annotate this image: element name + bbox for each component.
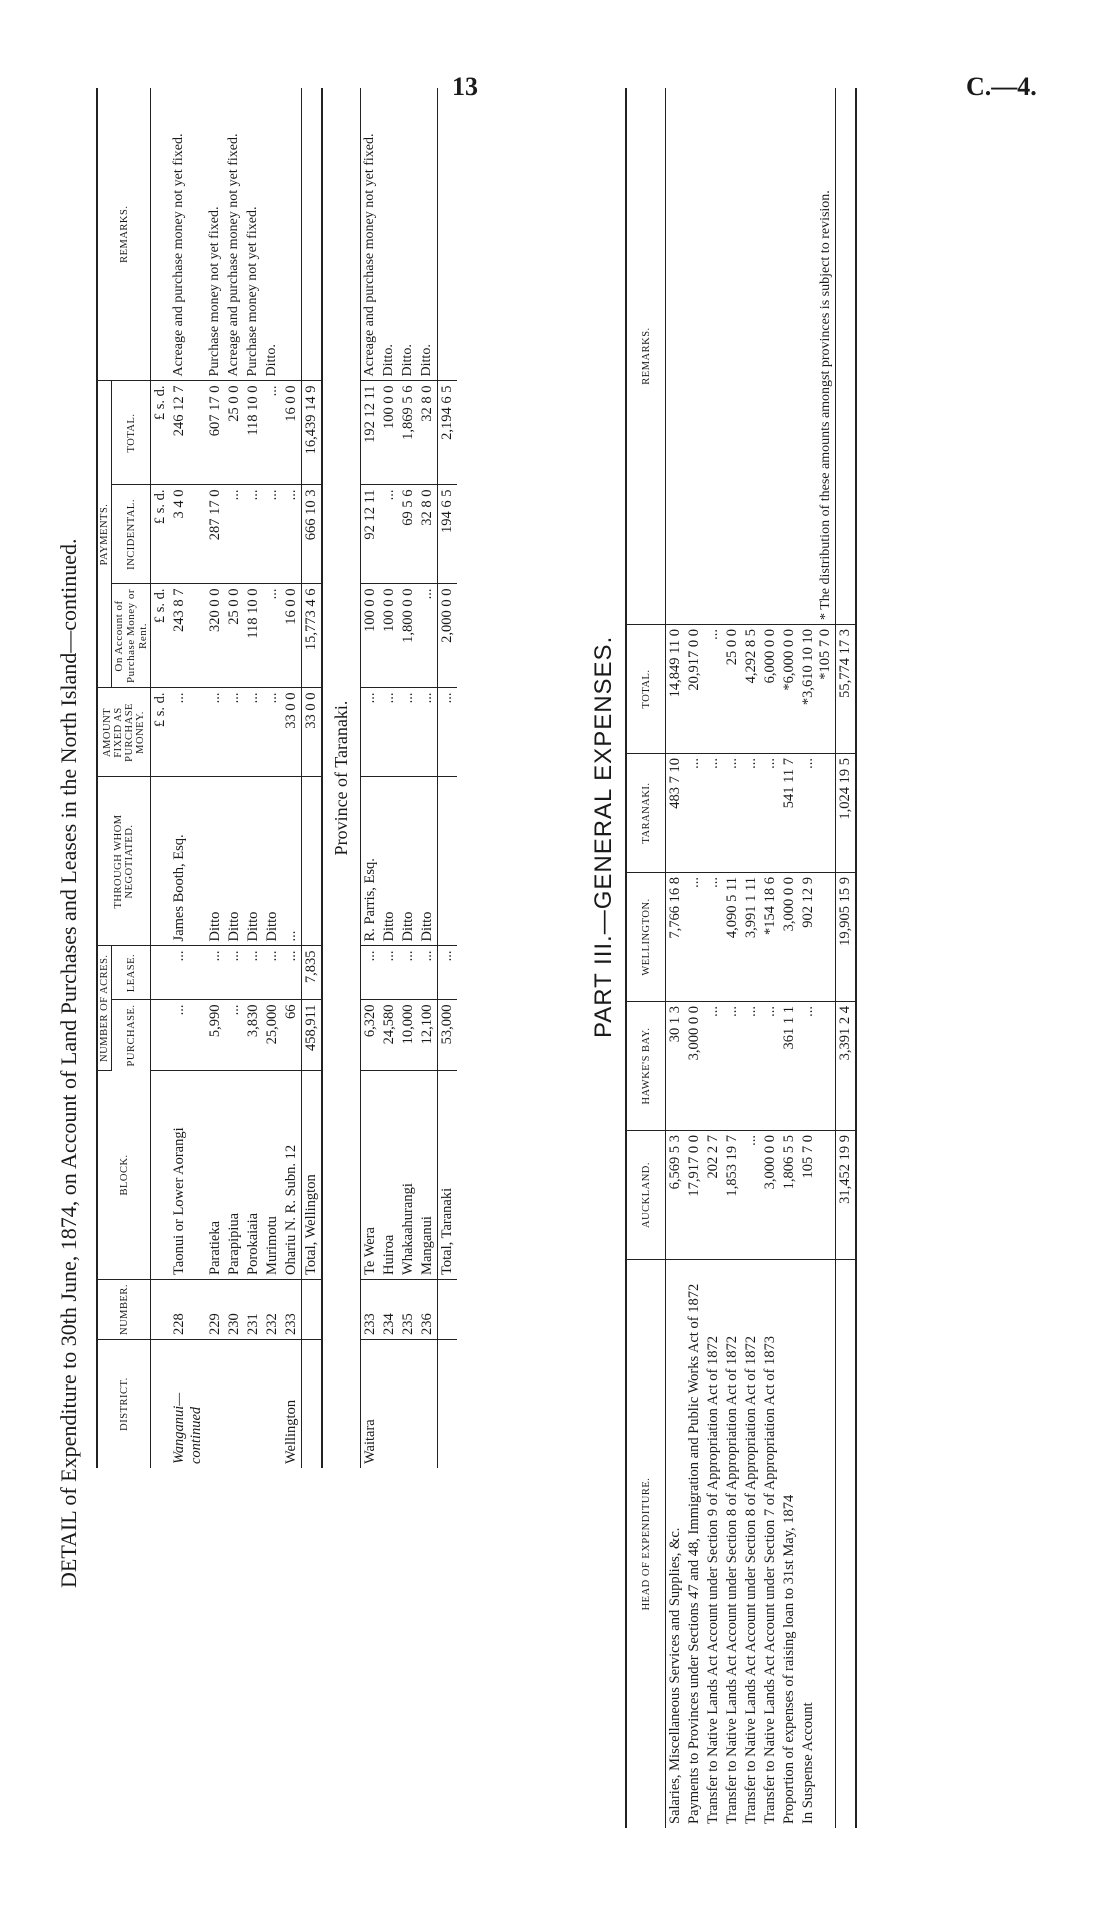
purchase-cell: 5,990	[206, 1000, 225, 1070]
remarks-cell: Purchase money not yet fixed.	[244, 88, 263, 381]
general-expenses-title: PART III.—GENERAL EXPENSES.	[590, 635, 617, 1038]
wellington-cell: 3,000 0 0	[780, 873, 799, 1002]
col-total: TOTAL.	[626, 625, 666, 754]
wellington-cell: ...	[685, 873, 704, 1002]
remarks-cell: Purchase money not yet fixed.	[206, 88, 225, 381]
hawkes-bay-cell: ...	[723, 1002, 742, 1131]
incidental-cell: 287 17 0	[206, 485, 225, 584]
detail-table-title: DETAIL of Expenditure to 30th June, 1874, on Account of Land Purchases and Leases in the North Island—continued.	[56, 538, 81, 1588]
total-on-account: 2,000 0 0	[438, 584, 458, 688]
on-account-cell: 100 0 0	[361, 584, 381, 688]
total-label: Total, Taranaki	[438, 1070, 458, 1279]
number-cell: 232	[263, 1279, 282, 1339]
on-account-cell: 1,800 0 0	[399, 584, 418, 688]
total-lease: ...	[438, 946, 458, 1000]
block-cell: Porokaiaia	[244, 1070, 263, 1279]
total-total: 16,439 14 9	[302, 381, 323, 485]
auckland-cell: 202 2 7	[704, 1131, 723, 1260]
remarks-cell: Ditto.	[380, 88, 399, 381]
hawkes-bay-cell: ...	[799, 1002, 836, 1131]
table-row	[244, 88, 263, 1468]
auckland-cell: 3,000 0 0	[761, 1131, 780, 1260]
through-cell: Ditto	[399, 777, 418, 946]
head-cell: Transfer to Native Lands Act Account under Section 8 of Appropriation Act of 1872	[724, 1336, 740, 1824]
through-cell: Ditto	[225, 777, 244, 946]
auckland-cell: ...	[742, 1131, 761, 1260]
total-lease: 7,835	[302, 946, 323, 1000]
taranaki-cell: ...	[723, 754, 742, 873]
table-row	[206, 88, 225, 1468]
units-label: £ s. d.	[151, 688, 171, 777]
remarks-cell: Acreage and purchase money not yet fixed.	[361, 88, 381, 381]
table-row	[361, 88, 381, 1468]
taranaki-cell: ...	[761, 754, 780, 873]
through-cell: ...	[282, 777, 302, 946]
incidental-cell: ...	[244, 485, 263, 584]
district-cell: Wellington	[283, 1399, 299, 1464]
purchase-cell: ...	[170, 1000, 206, 1070]
wellington-cell: 902 12 9	[799, 873, 836, 1002]
fixed-cell: ...	[380, 688, 399, 777]
on-account-cell: 16 0 0	[282, 584, 302, 688]
col-taranaki: TARANAKI.	[626, 754, 666, 873]
taranaki-cell: 541 11 7	[780, 754, 799, 873]
on-account-cell: ...	[263, 584, 282, 688]
wellington-cell: *154 18 6	[761, 873, 780, 1002]
table-row	[399, 88, 418, 1468]
number-cell: 236	[418, 1279, 438, 1339]
remarks-cell: Ditto.	[418, 88, 438, 381]
through-cell: R. Parris, Esq.	[361, 777, 381, 946]
head-cell: Transfer to Native Lands Act Account under Section 7 of Appropriation Act of 1873	[762, 1336, 778, 1824]
total-cell: 16 0 0	[282, 381, 302, 485]
units-label: £ s. d.	[151, 381, 171, 485]
number-cell: 235	[399, 1279, 418, 1339]
hawkes-bay-cell: ...	[761, 1002, 780, 1131]
col-wellington: WELLINGTON.	[626, 873, 666, 1002]
incidental-cell: 32 8 0	[418, 485, 438, 584]
head-cell: Transfer to Native Lands Act Account under Section 8 of Appropriation Act of 1872	[743, 1336, 759, 1824]
head-cell: Transfer to Native Lands Act Account under Section 9 of Appropriation Act of 1872	[705, 1336, 721, 1824]
general-expenses-table	[625, 88, 857, 1828]
total-cell: 100 0 0	[380, 381, 399, 485]
on-account-cell: 25 0 0	[225, 584, 244, 688]
fixed-cell: ...	[244, 688, 263, 777]
remarks-cell	[282, 88, 302, 381]
fixed-cell: ...	[418, 688, 438, 777]
total-total: 2,194 6 5	[438, 381, 458, 485]
total-cell: 118 10 0	[244, 381, 263, 485]
incidental-cell: ...	[263, 485, 282, 584]
lease-cell: ...	[399, 946, 418, 1000]
total-cell: ...	[263, 381, 282, 485]
fixed-cell: ...	[399, 688, 418, 777]
purchase-cell: 3,830	[244, 1000, 263, 1070]
total-cell: 25 0 0	[225, 381, 244, 485]
total-incidental: 666 10 3	[302, 485, 323, 584]
purchase-cell: 66	[282, 1000, 302, 1070]
district-cell	[380, 1340, 399, 1469]
through-cell: Ditto	[206, 777, 225, 946]
remarks-cell: Ditto.	[263, 88, 282, 381]
purchase-cell: 24,580	[380, 1000, 399, 1070]
block-cell: Taonui or Lower Aorangi	[170, 1070, 206, 1279]
head-cell: Payments to Provinces under Sections 47 and 48, Immigration and Public Works Act of 1872	[686, 1283, 702, 1824]
col-incidental: INCIDENTAL.	[112, 485, 151, 584]
col-acres: NUMBER OF ACRES.	[98, 946, 112, 1070]
taranaki-cell: ...	[704, 754, 723, 873]
total-incidental: 194 6 5	[438, 485, 458, 584]
col-remarks: REMARKS.	[626, 88, 666, 625]
district-cell	[206, 1340, 225, 1469]
total-total: 55,774 17 3	[836, 625, 857, 754]
lease-cell: ...	[244, 946, 263, 1000]
col-purchase: PURCHASE.	[112, 1000, 151, 1070]
fixed-cell: ...	[225, 688, 244, 777]
total-cell: 20,917 0 0	[685, 625, 704, 754]
table-row	[418, 88, 438, 1468]
block-cell: Huiroa	[380, 1070, 399, 1279]
fixed-cell: 33 0 0	[282, 688, 302, 777]
total-fixed: ...	[438, 688, 458, 777]
taranaki-heading-row	[322, 88, 361, 1468]
number-cell: 233	[361, 1279, 381, 1339]
lease-cell: ...	[380, 946, 399, 1000]
on-account-cell: 243 8 7	[170, 584, 206, 688]
fixed-cell: ...	[361, 688, 381, 777]
auckland-cell: 1,853 19 7	[723, 1131, 742, 1260]
total-fixed: 33 0 0	[302, 688, 323, 777]
through-cell: Ditto	[418, 777, 438, 946]
totals-spacer	[836, 1260, 857, 1829]
lease-cell: ...	[418, 946, 438, 1000]
col-lease: LEASE.	[112, 946, 151, 1000]
block-cell: Te Wera	[361, 1070, 381, 1279]
col-auckland: AUCKLAND.	[626, 1131, 666, 1260]
col-remarks: REMARKS.	[98, 88, 151, 381]
incidental-cell: ...	[225, 485, 244, 584]
taranaki-cell: ...	[685, 754, 704, 873]
number-cell: 234	[380, 1279, 399, 1339]
fixed-cell: ...	[170, 688, 206, 777]
through-cell: Ditto	[244, 777, 263, 946]
table-row	[170, 88, 206, 1468]
block-cell: Whakaahurangi	[399, 1070, 418, 1279]
total-cell: 4,292 8 5	[742, 625, 761, 754]
auckland-cell: 105 7 0	[799, 1131, 836, 1260]
district-cell	[225, 1340, 244, 1469]
remarks-note: * The distribution of these amounts amongst provinces is subject to revision.	[666, 88, 836, 625]
col-fixed: AMOUNT FIXED AS PURCHASE MONEY.	[98, 688, 151, 777]
remarks-cell: Ditto.	[399, 88, 418, 381]
block-cell: Manganui	[418, 1070, 438, 1279]
incidental-cell: 3 4 0	[170, 485, 206, 584]
total-auckland: 31,452 19 9	[836, 1131, 857, 1260]
district-cell	[418, 1340, 438, 1469]
hawkes-bay-cell: 3,000 0 0	[685, 1002, 704, 1131]
taranaki-cell: ...	[799, 754, 836, 873]
total-cell: ...	[704, 625, 723, 754]
total-taranaki-row	[438, 88, 458, 1468]
total-cell: 25 0 0	[723, 625, 742, 754]
block-cell: Parapipiua	[225, 1070, 244, 1279]
total-cell: *3,610 10 10 *105 7 0	[799, 625, 836, 754]
incidental-cell: 92 12 11	[361, 485, 381, 584]
head-cell: In Suspense Account	[800, 1702, 816, 1824]
total-wellington: 19,905 15 9	[836, 873, 857, 1002]
auckland-cell: 6,569 5 3	[666, 1131, 686, 1260]
district-cell: Waitara	[362, 1419, 378, 1464]
col-block: BLOCK.	[98, 1070, 151, 1279]
col-payments: PAYMENTS.	[98, 381, 112, 688]
col-district: DISTRICT.	[98, 1340, 151, 1469]
through-cell: Ditto	[263, 777, 282, 946]
purchase-cell: 6,320	[361, 1000, 381, 1070]
district-cell: Wanganui—continued	[171, 1392, 204, 1464]
total-cell: 1,869 5 6	[399, 381, 418, 485]
through-cell: Ditto	[380, 777, 399, 946]
col-number: NUMBER.	[98, 1279, 151, 1339]
wellington-cell: 3,991 1 11	[742, 873, 761, 1002]
purchase-cell: 10,000	[399, 1000, 418, 1070]
col-through: THROUGH WHOM NEGOTIATED.	[98, 777, 151, 946]
total-cell: 14,849 11 0	[666, 625, 686, 754]
table-row	[666, 88, 686, 1828]
total-purchase: 458,911	[302, 1000, 323, 1070]
table-row	[263, 88, 282, 1468]
district-cell	[244, 1340, 263, 1469]
col-total: TOTAL.	[112, 381, 151, 485]
block-cell: Paratieka	[206, 1070, 225, 1279]
district-cell	[399, 1340, 418, 1469]
head-cell: Salaries, Miscellaneous Services and Supplies, &c.	[667, 1527, 683, 1824]
general-expenses-totals	[836, 88, 857, 1828]
total-cell: *6,000 0 0	[780, 625, 799, 754]
detail-table	[98, 88, 457, 1468]
total-cell: 6,000 0 0	[761, 625, 780, 754]
number-cell: 230	[225, 1279, 244, 1339]
hawkes-bay-cell: 30 1 3	[666, 1002, 686, 1131]
table-row	[380, 88, 399, 1468]
wellington-cell: 4,090 5 11	[723, 873, 742, 1002]
head-cell: Proportion of expenses of raising loan to 31st May, 1874	[781, 1494, 797, 1824]
district-cell	[263, 1340, 282, 1469]
fixed-cell: ...	[263, 688, 282, 777]
col-on-account: On Account of Purchase Money or Rent.	[112, 584, 151, 688]
hawkes-bay-cell: ...	[704, 1002, 723, 1131]
taranaki-cell: ...	[742, 754, 761, 873]
total-purchase: 53,000	[438, 1000, 458, 1070]
on-account-cell: 100 0 0	[380, 584, 399, 688]
wellington-cell: 7,766 16 8	[666, 873, 686, 1002]
taranaki-cell: 483 7 10	[666, 754, 686, 873]
lease-cell: ...	[263, 946, 282, 1000]
units-label: £ s. d.	[151, 584, 171, 688]
total-wellington-row	[302, 88, 323, 1468]
remarks-cell: Acreage and purchase money not yet fixed.	[170, 88, 206, 381]
incidental-cell: 69 5 6	[399, 485, 418, 584]
wellington-cell: ...	[704, 873, 723, 1002]
lease-cell: ...	[206, 946, 225, 1000]
col-hawkes-bay: HAWKE'S BAY.	[626, 1002, 666, 1131]
total-cell: 607 17 0	[206, 381, 225, 485]
units-label: £ s. d.	[151, 485, 171, 584]
total-taranaki: 1,024 19 5	[836, 754, 857, 873]
number-cell: 231	[244, 1279, 263, 1339]
total-cell: 246 12 7	[170, 381, 206, 485]
document-reference: C.—4.	[966, 72, 1037, 101]
taranaki-heading: Province of Taranaki.	[322, 88, 361, 1468]
auckland-cell: 1,806 5 5	[780, 1131, 799, 1260]
purchase-cell: 12,100	[418, 1000, 438, 1070]
lease-cell: ...	[361, 946, 381, 1000]
through-cell: James Booth, Esq.	[170, 777, 206, 946]
on-account-cell: 320 0 0	[206, 584, 225, 688]
number-cell: 228	[170, 1279, 206, 1339]
lease-cell: ...	[282, 946, 302, 1000]
on-account-cell: ...	[418, 584, 438, 688]
number-cell: 233	[282, 1279, 302, 1339]
table-row	[282, 88, 302, 1468]
total-cell: 192 12 11	[361, 381, 381, 485]
total-on-account: 15,773 4 6	[302, 584, 323, 688]
number-cell: 229	[206, 1279, 225, 1339]
total-label: Total, Wellington	[302, 1070, 323, 1279]
block-cell: Murimotu	[263, 1070, 282, 1279]
table-row	[225, 88, 244, 1468]
auckland-cell: 17,917 0 0	[685, 1131, 704, 1260]
fixed-cell: ...	[206, 688, 225, 777]
incidental-cell: ...	[380, 485, 399, 584]
on-account-cell: 118 10 0	[244, 584, 263, 688]
hawkes-bay-cell: ...	[742, 1002, 761, 1131]
page-number: 13	[452, 72, 478, 101]
remarks-cell: Acreage and purchase money not yet fixed.	[225, 88, 244, 381]
total-hawkes-bay: 3,391 2 4	[836, 1002, 857, 1131]
incidental-cell: ...	[282, 485, 302, 584]
purchase-cell: 25,000	[263, 1000, 282, 1070]
block-cell: Ohariu N. R. Subn. 12	[282, 1070, 302, 1279]
purchase-cell: ...	[225, 1000, 244, 1070]
lease-cell: ...	[225, 946, 244, 1000]
total-cell: 32 8 0	[418, 381, 438, 485]
hawkes-bay-cell: 361 1 1	[780, 1002, 799, 1131]
lease-cell: ...	[170, 946, 206, 1000]
col-head: HEAD OF EXPENDITURE.	[626, 1260, 666, 1829]
units-row	[151, 88, 171, 1468]
